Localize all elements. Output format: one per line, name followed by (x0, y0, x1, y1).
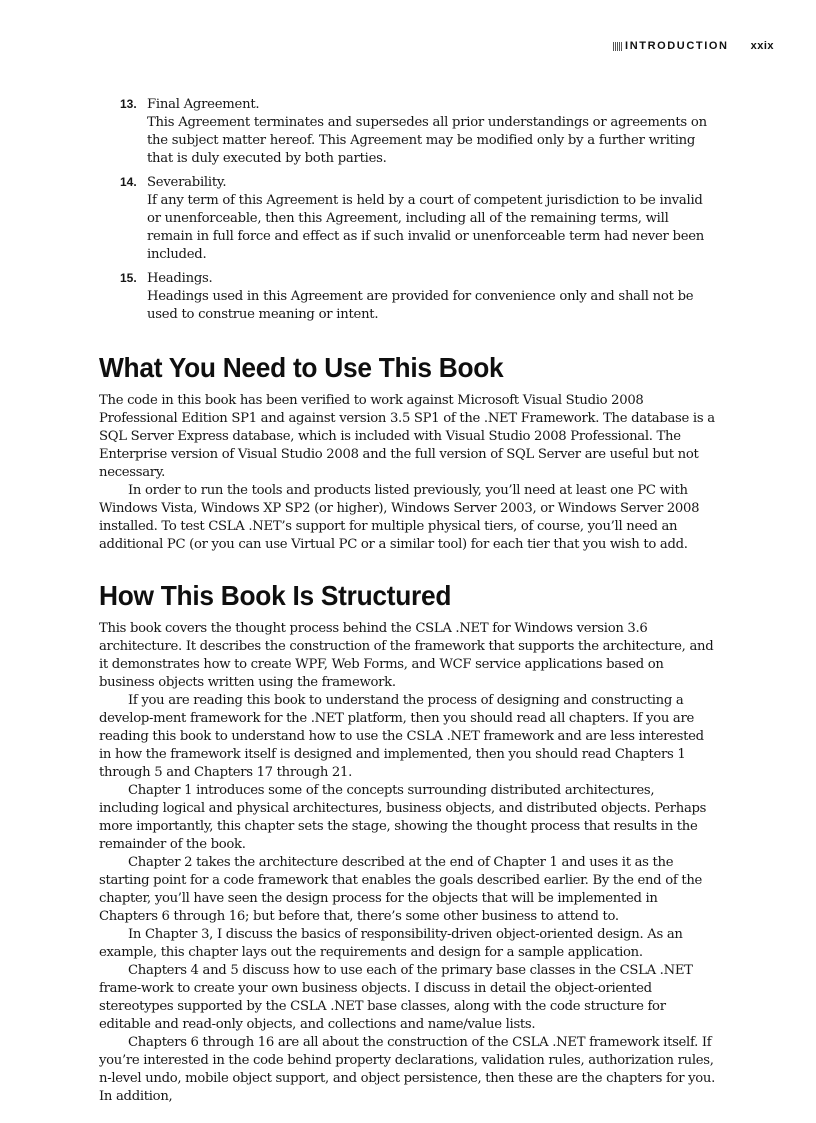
item-title: Final Agreement. (147, 97, 260, 112)
item-number: 14. (120, 175, 137, 189)
paragraph: Chapters 4 and 5 discuss how to use each of the primary base classes in the CSLA .NET frame-work to create your own business objects. I discuss in detail the object-oriented stereotypes supported by the CSLA .NET base classes, along with the code structure for editable and read-only objects, and collections and name/value lists. (99, 963, 693, 1032)
paragraph: This book covers the thought process behind the CSLA .NET for Windows version 3.6 architecture. It describes the construction of the framework that supports the architecture, and it demonstrates how to create WPF, Web Forms, and WCF service applications based on business objects written using the framework. (99, 621, 714, 690)
paragraph: Chapter 2 takes the architecture described at the end of Chapter 1 and uses it as the starting point for a code framework that enables the goals described earlier. By the end of the chapter, you’ll have seen the design process for the objects that will be implemented in Chapters 6 through 16; but before that, there’s some other business to attend to. (99, 855, 703, 924)
running-head (613, 40, 774, 52)
running-head-bar (613, 42, 622, 51)
paragraph: Chapter 1 introduces some of the concepts surrounding distributed architectures, including logical and physical architectures, business objects, and distributed objects. Perhaps more importantly, this chapter sets the stage, showing the thought process that results in the remainder of the book. (99, 783, 707, 852)
item-number: 15. (120, 271, 137, 285)
item-body: This Agreement terminates and supersedes all prior understandings or agreements on the subject matter hereof. This Agreement may be modified only by a further writing that is duly executed by both parties. (147, 115, 707, 166)
item-number: 13. (120, 97, 137, 111)
list-item (99, 174, 716, 264)
paragraph: Chapters 6 through 16 are all about the construction of the CSLA .NET framework itself. If you’re interested in the code behind property declarations, validation rules, authorization rules, n-level undo, mobile object support, and object persistence, then these are the chapters for you. In addition, (99, 1035, 715, 1104)
item-body: Headings used in this Agreement are provided for convenience only and shall not be used to construe meaning or intent. (147, 289, 694, 322)
page-content (99, 96, 716, 1106)
item-body: If any term of this Agreement is held by a court of competent jurisdiction to be invalid or unenforceable, then this Agreement, including all of the remaining terms, will remain in full force and effect as if such invalid or unenforceable term had never been included. (147, 193, 705, 262)
page-number: xxix (750, 40, 774, 52)
section-heading-need: What You Need to Use This Book (99, 352, 504, 383)
paragraph: In Chapter 3, I discuss the basics of responsibility-driven object-oriented design. As an example, this chapter lays out the requirements and design for a sample application. (99, 927, 683, 960)
paragraph: The code in this book has been verified to work against Microsoft Visual Studio 2008 Professional Edition SP1 and against version 3.5 SP1 of the .NET Framework. The database is a SQL Server Express database, which is included with Visual Studio 2008 Professional. The Enterprise version of Visual Studio 2008 and the full version of SQL Server are useful but not necessary. (99, 393, 715, 480)
section-heading-structured: How This Book Is Structured (99, 580, 452, 611)
item-title: Headings. (147, 271, 213, 286)
paragraph: In order to run the tools and products listed previously, you’ll need at least one PC with Windows Vista, Windows XP SP2 (or higher), Windows Server 2003, or Windows Server 2008 installed. To test CSLA .NET’s support for multiple physical tiers, of course, you’ll need an additional PC (or you can use Virtual PC or a similar tool) for each tier that you wish to add. (99, 483, 700, 552)
running-head-section: INTRODUCTION (625, 40, 729, 52)
agreement-list (99, 96, 716, 324)
item-title: Severability. (147, 175, 227, 190)
list-item (99, 270, 716, 324)
list-item (99, 96, 716, 168)
paragraph: If you are reading this book to understand the process of designing and constructing a develop-ment framework for the .NET platform, then you should read all chapters. If you are reading this book to understand how to use the CSLA .NET framework and are less interested in how the framework itself is designed and implemented, then you should read Chapters 1 through 5 and Chapters 17 through 21. (99, 693, 704, 780)
